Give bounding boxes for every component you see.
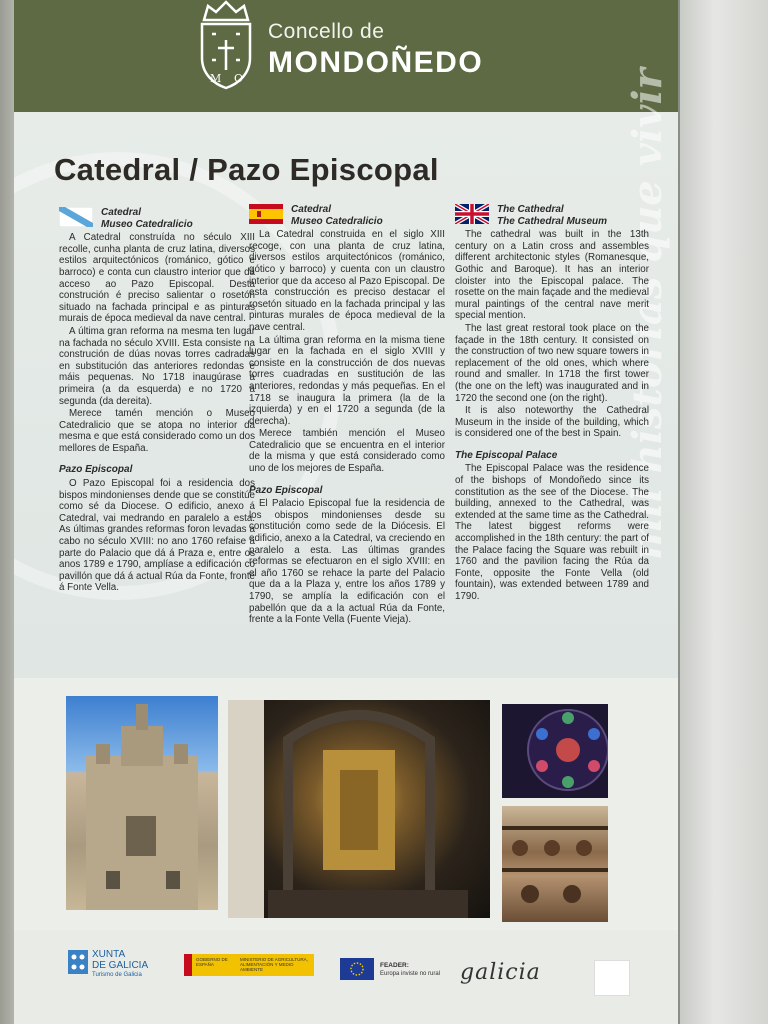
gobierno-line2: MINISTERIO DE AGRICULTURA, ALIMENTACIÓN Y MEDIO AMBIENTE <box>240 957 308 972</box>
spanish-paragraph: La Catedral construida en el siglo XIII recoge, con una planta de cruz latina, diversos estilos arquitectónicos (románico, gótico y barroco) y cuenta con un claustro interior que da acceso al Pazo Episcopal. De esta construcción es preciso destacar el rosetón situado en la fachada principal y las pinturas murales de época medieval de la nave central. <box>249 229 445 333</box>
cathedral-interior-photo <box>228 700 490 918</box>
galician-heading-museum: Museo Catedralicio <box>101 218 193 230</box>
information-sign <box>14 0 678 1024</box>
galician-pazo-text: O Pazo Episcopal foi a residencia dos bispos mindonienses dende que se constitúe como sé da Diocese. O edificio, anexo á Catedral, vai medrando en paralelo a esta. As últimas grandes reformas foron levadas a cabo no século XVIII: no ano 1760 refaise a parte do Palacio que dá á Praza e, entre os anos 1789 e 1790, amplíase a edificación co pavillón que dá á actual Rúa da Fonte, fronte á Fonte Vella. <box>59 478 255 594</box>
mural-painting-photo <box>502 806 608 922</box>
sticker <box>594 960 630 996</box>
feader-line2: Europa inviste no rural <box>380 971 441 977</box>
galicia-flag-icon <box>59 207 93 227</box>
xunta-line2: DE GALICIA <box>92 960 149 971</box>
svg-text:O: O <box>234 72 244 85</box>
english-pazo-text: The Episcopal Palace was the residence of the bishops of Mondoñedo since its constitution as the see of the Diocese. The building, annexed to the Cathedral, was extended at the same time as the Cathedral. The latest biggest reforms were accomplished in the 18th century: the part of the Palace facing the Square was rebuilt in 1760 and the pavilion facing the Rúa da Fonte, opposite the Fonte Vella (old fountain), was extended between 1789 and 1790. <box>455 463 649 602</box>
svg-text:M: M <box>210 72 222 85</box>
galician-paragraph: Merece tamén mención o Museo Catedralicio que se atopa no interior da mesma e que está considerado como un dos mellores de España. <box>59 408 255 454</box>
english-paragraph: The cathedral was built in the 13th century on a Latin cross and assembles different architectonic styles (Romanesque, Gothic and Baroque). It has an interior cloister into the Episcopal palace. The rosette on the main façade and the medieval mural paintings of the central nave merit special mention. <box>455 229 649 322</box>
spanish-paragraph: Merece también mención el Museo Catedralicio que se encuentra en el interior de la misma y que está considerado como uno de los mejores de España. <box>249 428 445 475</box>
xunta-line3: Turismo de Galicia <box>92 972 142 978</box>
wall-right <box>680 0 768 1024</box>
xunta-line1: XUNTA <box>92 949 126 960</box>
concello-label: Concello de <box>268 20 385 43</box>
galicia-logo: galicia <box>460 960 541 985</box>
xunta-logo-icon <box>68 950 88 974</box>
galician-paragraph: A Catedral construída no século XIII recolle, cunha planta de cruz latina, diversos estilos arquitectónicos (románico, gótico e barroco) e conta cun claustro interior que dá acceso ao Pazo Episcopal. Desta construción é preciso salientar o rosetón situado na fachada principal e as pinturas murais de época medieval da nave central. <box>59 232 255 325</box>
vertical-watermark: mil historias que vivir <box>624 68 671 560</box>
english-heading-cathedral: The Cathedral <box>497 204 564 215</box>
municipality-name: MONDOÑEDO <box>268 46 484 79</box>
galician-pazo-heading: Pazo Episcopal <box>59 464 133 476</box>
spanish-pazo-text: El Palacio Episcopal fue la residencia de los obispos mindonienses desde su constitución como sede de la Diócesis. El edificio, anexo a la Catedral, va creciendo en paralelo a esta. Las últimas grandes reformas se efectuaron en el siglo XVIII: en el año 1760 se rehace la parte del Palacio que da a la Plaza y, entre los años 1789 y 1790, se amplía la edificación con el pabellón que da a la actual Rúa da Fonte, frente a la Fonte Vella (Fuente Vieja). <box>249 498 445 626</box>
english-paragraph: The last great restoral took place on the façade in the 18th century. It consisted on the construction of two new square towers in replacement of the old ones, which where round and smaller. In 1718 the first tower (the one on the left) was inaugurated and in 1720 the second one (on the right). <box>455 322 649 404</box>
mondonedo-crest-icon <box>190 0 262 90</box>
feader-line1: FEADER: <box>380 962 409 969</box>
spanish-column <box>249 204 445 627</box>
page-title: Catedral / Pazo Episcopal <box>54 152 439 187</box>
cathedral-facade-photo <box>66 696 218 910</box>
spanish-pazo-heading: Pazo Episcopal <box>249 484 323 496</box>
gobierno-logo <box>184 954 314 976</box>
galician-paragraph: A última gran reforma na mesma ten lugar na fachada no século XVIII. Esta consiste na construción de dúas novas torres cadradas en substitución das anteriores redondas e máis pequenas. No 1718 inaugúrase a primeira (a da esquerda) e no 1720 a segunda (da dereita). <box>59 325 255 407</box>
spanish-heading-museum: Museo Catedralicio <box>291 215 383 227</box>
spain-flag-icon <box>249 204 283 224</box>
photo-strip <box>14 678 678 928</box>
sponsor-footer <box>14 930 678 1024</box>
uk-flag-icon <box>455 204 489 224</box>
english-heading-museum: The Cathedral Museum <box>497 215 608 227</box>
galician-heading-cathedral: Catedral <box>101 207 142 218</box>
spanish-heading-cathedral: Catedral <box>291 204 332 215</box>
spanish-paragraph: La última gran reforma en la misma tiene lugar en la fachada en el siglo XVIII y consiste en la construcción de dos nuevas torres cuadradas en sustitución de las anteriores, redondas y más pequeñas. En el 1718 se inaugura la primera (la de la izquierda) y en el 1720 a segunda (de la derecha). <box>249 334 445 427</box>
rose-window-photo <box>502 704 608 798</box>
english-paragraph: It is also noteworthy the Cathedral Museum in the inside of the building, which is considered one of the best in Spain. <box>455 405 649 440</box>
eu-flag-icon <box>340 958 374 980</box>
header-band <box>14 0 678 112</box>
english-pazo-heading: The Episcopal Palace <box>455 449 558 461</box>
gobierno-line1: GOBIERNO DE ESPAÑA <box>196 957 228 967</box>
galician-column <box>59 207 255 595</box>
english-column <box>455 204 649 604</box>
